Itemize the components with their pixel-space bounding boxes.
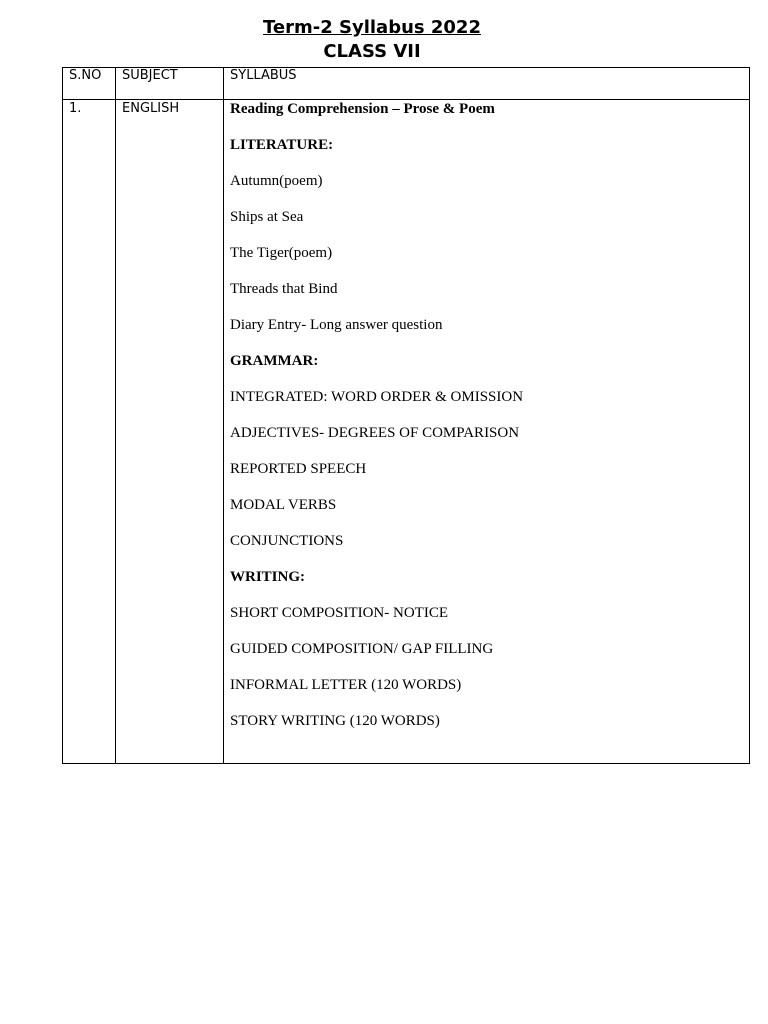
table-row [63,100,750,764]
table-header-row [63,68,750,100]
syllabus-item: REPORTED SPEECH [230,461,367,477]
row-syllabus-cell [224,100,750,764]
document-subtitle: CLASS VII [323,41,421,62]
syllabus-item: STORY WRITING (120 WORDS) [230,713,440,729]
syllabus-table [62,67,750,764]
syllabus-list [224,100,749,748]
syllabus-item: LITERATURE: [230,137,334,153]
syllabus-item: The Tiger(poem) [230,245,333,261]
row-subject-cell [116,100,224,764]
syllabus-item: INTEGRATED: WORD ORDER & OMISSION [230,389,524,405]
document-title: Term-2 Syllabus 2022 [263,17,481,38]
header-sno-label: S.NO [69,68,102,83]
syllabus-item: MODAL VERBS [230,497,337,513]
syllabus-item: GRAMMAR: [230,353,319,369]
syllabus-item: Threads that Bind [230,281,338,297]
row-sno: 1. [69,101,82,116]
header-syllabus-label: SYLLABUS [230,68,297,83]
syllabus-item: Autumn(poem) [230,173,323,189]
header-cell-syllabus [224,68,750,100]
header-cell-subject [116,68,224,100]
syllabus-item: CONJUNCTIONS [230,533,344,549]
syllabus-item: Ships at Sea [230,209,304,225]
header-subject-label: SUBJECT [122,68,178,83]
header-cell-sno [63,68,116,100]
syllabus-item: Reading Comprehension – Prose & Poem [230,101,495,117]
syllabus-item: GUIDED COMPOSITION/ GAP FILLING [230,641,494,657]
row-sno-cell [63,100,116,764]
syllabus-item: ADJECTIVES- DEGREES OF COMPARISON [230,425,520,441]
syllabus-item: WRITING: [230,569,306,585]
syllabus-item: INFORMAL LETTER (120 WORDS) [230,677,462,693]
row-subject: ENGLISH [122,101,180,116]
syllabus-item: SHORT COMPOSITION- NOTICE [230,605,448,621]
syllabus-item: Diary Entry- Long answer question [230,317,443,333]
